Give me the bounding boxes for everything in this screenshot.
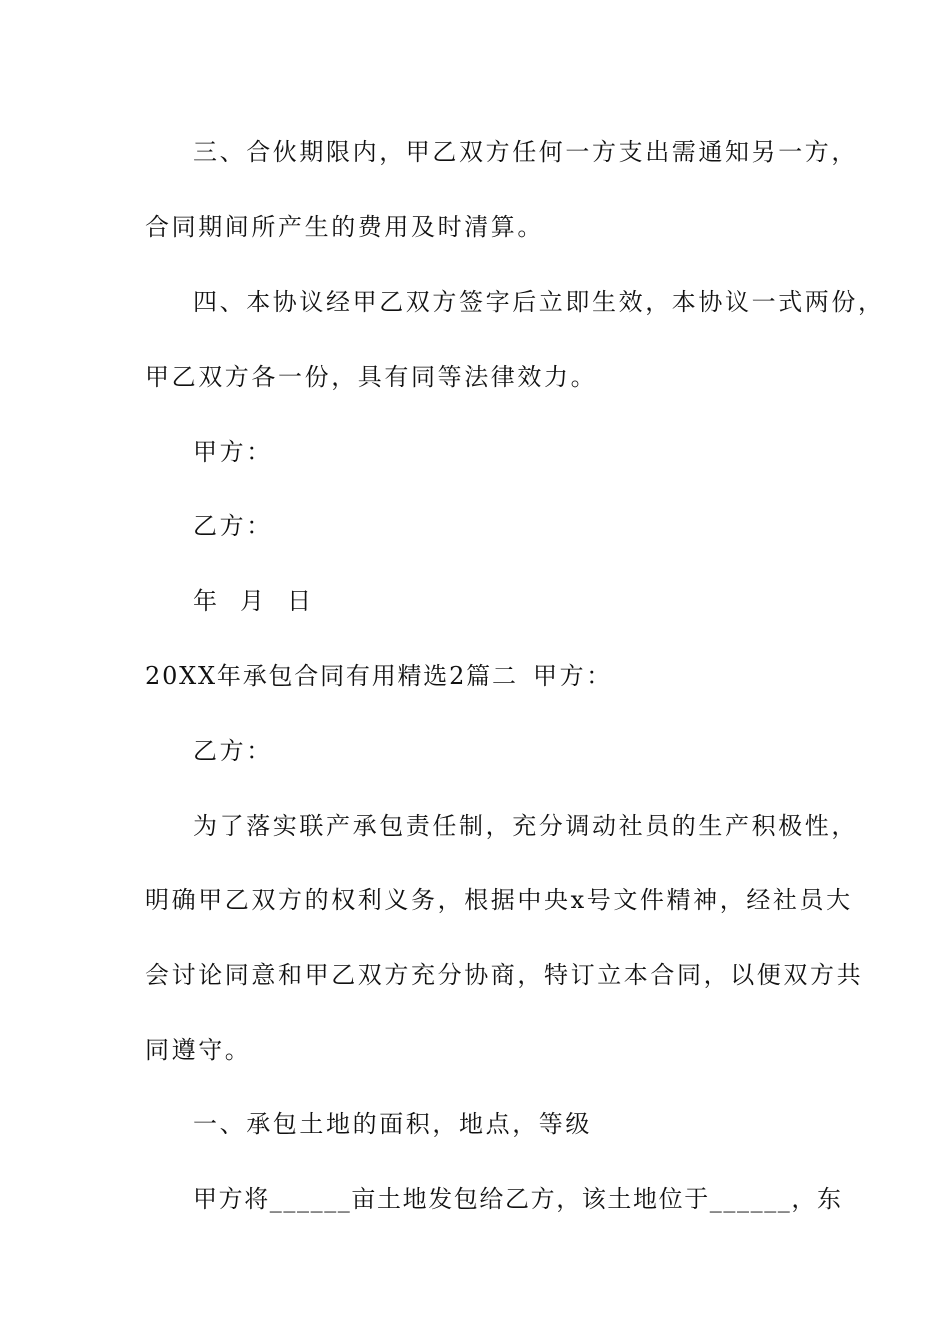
party-b-label: 乙方： — [193, 737, 273, 765]
article-1-heading: 一、承包土地的面积，地点，等级 — [193, 1110, 592, 1138]
clause-3-line-2: 合同期间所产生的费用及时清算。 — [145, 213, 544, 241]
clause-4-line-2: 甲乙双方各一份，具有同等法律效力。 — [145, 363, 598, 391]
preamble-line-3: 会讨论同意和甲乙双方充分协商，特订立本合同，以便双方共 — [145, 961, 864, 989]
preamble-line-2: 明确甲乙双方的权利义务，根据中央x号文件精神，经社员大 — [145, 886, 853, 914]
section-heading: 20XX年承包合同有用精选2篇二 — [145, 662, 518, 690]
clause-3-line-1: 三、合伙期限内，甲乙双方任何一方支出需通知另一方， — [193, 138, 858, 166]
article-1-line-1: 甲方将______亩土地发包给乙方，该土地位于______，东 — [193, 1185, 843, 1213]
clause-4-line-1: 四、本协议经甲乙双方签字后立即生效，本协议一式两份， — [193, 288, 885, 316]
date-line: 年 月 日 — [193, 587, 314, 615]
party-b-signature: 乙方： — [193, 512, 273, 540]
preamble-line-1: 为了落实联产承包责任制，充分调动社员的生产积极性， — [193, 812, 858, 840]
preamble-line-4: 同遵守。 — [145, 1036, 252, 1064]
party-a-label: 甲方： — [533, 662, 613, 690]
party-a-signature: 甲方： — [193, 438, 273, 466]
